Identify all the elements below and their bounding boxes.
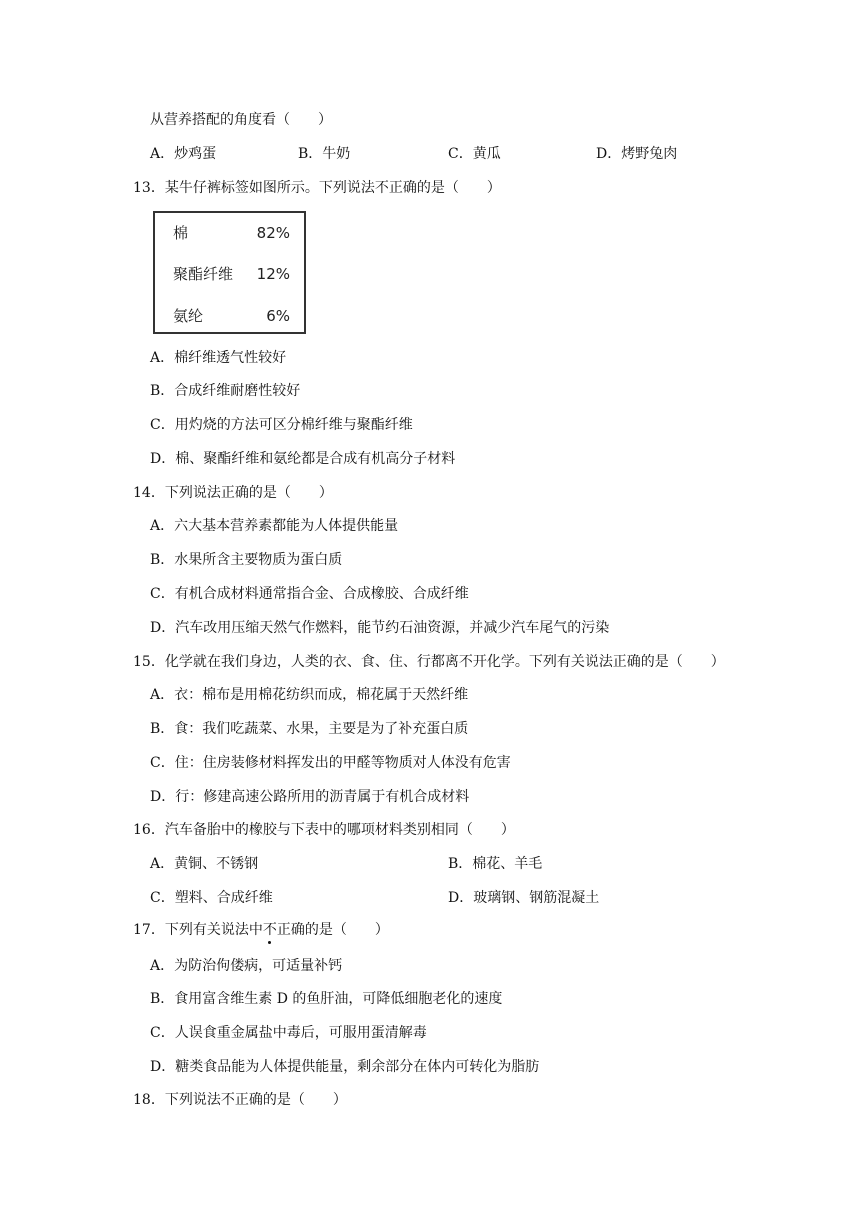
label-percent: 12% — [256, 265, 290, 283]
q17-option-a: A．为防治佝偻病，可适量补钙 — [150, 958, 343, 974]
q15-option-c: C．住：住房装修材料挥发出的甲醛等物质对人体没有危害 — [150, 755, 511, 771]
q14-option-b: B．水果所含主要物质为蛋白质 — [150, 552, 343, 568]
q17-stem-before: 17．下列有关说法中 — [133, 922, 263, 938]
q13-option-b: B．合成纤维耐磨性较好 — [150, 383, 301, 399]
q17-stem-after: 正确的是（ ） — [276, 922, 389, 938]
label-material: 氨纶 — [173, 307, 204, 325]
label-row-spandex — [173, 305, 290, 327]
q14-stem: 14．下列说法正确的是（ ） — [133, 485, 333, 501]
q15-stem: 15．化学就在我们身边，人类的衣、食、住、行都离不开化学。下列有关说法正确的是（ ） — [133, 654, 725, 670]
q17-option-b: B．食用富含维生素 D 的鱼肝油，可降低细胞老化的速度 — [150, 991, 503, 1007]
q15-option-a: A．衣：棉布是用棉花纺织而成，棉花属于天然纤维 — [150, 687, 469, 703]
label-row-cotton — [173, 222, 290, 244]
q12-option-d: D．烤野兔肉 — [596, 146, 678, 162]
q15-option-b: B．食：我们吃蔬菜、水果，主要是为了补充蛋白质 — [150, 721, 469, 737]
q14-option-a: A．六大基本营养素都能为人体提供能量 — [150, 518, 399, 534]
q12-option-c: C．黄瓜 — [448, 146, 501, 162]
q14-option-c: C．有机合成材料通常指合金、合成橡胶、合成纤维 — [150, 586, 469, 602]
label-material: 棉 — [173, 224, 189, 242]
q16-stem: 16．汽车备胎中的橡胶与下表中的哪项材料类别相同（ ） — [133, 822, 515, 838]
q17-option-c: C．人误食重金属盐中毒后，可服用蛋清解毒 — [150, 1025, 427, 1041]
q13-option-a: A．棉纤维透气性较好 — [150, 350, 287, 366]
q15-option-d: D．行：修建高速公路所用的沥青属于有机合成材料 — [150, 789, 470, 805]
q16-option-c: C．塑料、合成纤维 — [150, 890, 273, 906]
q14-option-d: D．汽车改用压缩天然气作燃料，能节约石油资源，并减少汽车尾气的污染 — [150, 620, 610, 636]
q13-option-d: D．棉、聚酯纤维和氨纶都是合成有机高分子材料 — [150, 451, 456, 467]
q17-stem — [133, 920, 389, 940]
q13-option-c: C．用灼烧的方法可区分棉纤维与聚酯纤维 — [150, 417, 413, 433]
q12-continuation: 从营养搭配的角度看（ ） — [150, 112, 332, 128]
label-row-polyester — [173, 263, 290, 285]
q17-option-d: D．糖类食品能为人体提供能量，剩余部分在体内可转化为脂肪 — [150, 1059, 540, 1075]
label-material: 聚酯纤维 — [173, 265, 234, 283]
label-percent: 82% — [256, 224, 290, 242]
jeans-label-figure — [153, 211, 306, 334]
q16-option-b: B．棉花、羊毛 — [448, 856, 543, 872]
label-percent: 6% — [266, 307, 290, 325]
emphasis-dot-word: 不 — [262, 922, 277, 938]
q13-stem: 13．某牛仔裤标签如图所示。下列说法不正确的是（ ） — [133, 180, 501, 196]
q18-stem: 18．下列说法不正确的是（ ） — [133, 1092, 347, 1108]
q12-option-a: A．炒鸡蛋 — [150, 146, 217, 162]
q16-option-a: A．黄铜、不锈钢 — [150, 856, 259, 872]
q12-option-b: B．牛奶 — [298, 146, 351, 162]
q16-option-d: D．玻璃钢、钢筋混凝土 — [448, 890, 600, 906]
